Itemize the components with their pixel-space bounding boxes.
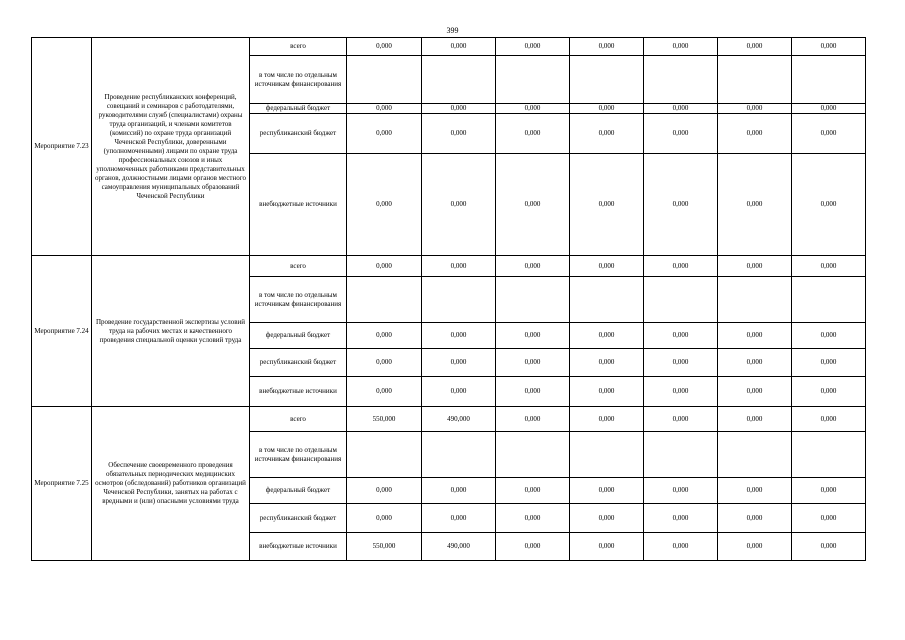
amount-cell: 0,000 (347, 154, 422, 256)
amount-cell: 0,000 (792, 323, 866, 349)
amount-cell (347, 56, 422, 104)
amount-cell: 0,000 (570, 114, 644, 154)
funding-table (31, 37, 866, 561)
measure-description: Проведение государственной экспертизы условий труда на рабочих местах и качественного проведения специальной оценки условий труда (92, 256, 250, 407)
amount-cell: 0,000 (718, 256, 792, 277)
amount-cell: 0,000 (422, 104, 496, 114)
amount-cell: 0,000 (570, 377, 644, 407)
amount-cell: 0,000 (644, 114, 718, 154)
amount-cell (644, 432, 718, 478)
amount-cell: 0,000 (792, 504, 866, 533)
funding-source: всего (250, 407, 347, 432)
amount-cell: 0,000 (347, 38, 422, 56)
amount-cell: 550,000 (347, 407, 422, 432)
amount-cell (718, 432, 792, 478)
amount-cell: 0,000 (644, 104, 718, 114)
amount-cell: 0,000 (422, 114, 496, 154)
funding-source: в том числе по отдельным источникам финансирования (250, 432, 347, 478)
amount-cell: 0,000 (347, 478, 422, 504)
amount-cell: 0,000 (570, 38, 644, 56)
amount-cell: 0,000 (792, 256, 866, 277)
amount-cell (644, 56, 718, 104)
amount-cell (792, 56, 866, 104)
amount-cell: 0,000 (422, 256, 496, 277)
amount-cell: 0,000 (718, 377, 792, 407)
funding-source: всего (250, 256, 347, 277)
amount-cell: 0,000 (347, 349, 422, 377)
amount-cell: 0,000 (644, 377, 718, 407)
amount-cell: 0,000 (422, 504, 496, 533)
amount-cell (422, 432, 496, 478)
amount-cell (792, 432, 866, 478)
amount-cell (496, 56, 570, 104)
amount-cell: 0,000 (718, 323, 792, 349)
amount-cell: 0,000 (422, 38, 496, 56)
amount-cell (570, 56, 644, 104)
table-row (32, 256, 866, 277)
amount-cell: 0,000 (644, 407, 718, 432)
amount-cell (422, 277, 496, 323)
funding-table-body (32, 38, 866, 561)
amount-cell (496, 277, 570, 323)
funding-source: всего (250, 38, 347, 56)
funding-source: в том числе по отдельным источникам финансирования (250, 277, 347, 323)
amount-cell: 0,000 (570, 323, 644, 349)
amount-cell: 0,000 (644, 323, 718, 349)
table-row (32, 38, 866, 56)
amount-cell: 0,000 (644, 154, 718, 256)
amount-cell (644, 277, 718, 323)
amount-cell (422, 56, 496, 104)
funding-source: федеральный бюджет (250, 104, 347, 114)
amount-cell: 0,000 (347, 256, 422, 277)
amount-cell: 0,000 (496, 407, 570, 432)
amount-cell: 0,000 (347, 377, 422, 407)
amount-cell: 0,000 (644, 478, 718, 504)
amount-cell (718, 277, 792, 323)
amount-cell: 550,000 (347, 533, 422, 561)
amount-cell: 0,000 (718, 407, 792, 432)
amount-cell (570, 277, 644, 323)
amount-cell: 0,000 (718, 38, 792, 56)
amount-cell: 0,000 (496, 478, 570, 504)
amount-cell: 0,000 (570, 104, 644, 114)
amount-cell (496, 432, 570, 478)
amount-cell: 0,000 (792, 104, 866, 114)
amount-cell: 0,000 (570, 533, 644, 561)
amount-cell: 0,000 (570, 504, 644, 533)
amount-cell: 0,000 (792, 377, 866, 407)
funding-source: республиканский бюджет (250, 349, 347, 377)
amount-cell (347, 432, 422, 478)
amount-cell: 0,000 (570, 256, 644, 277)
amount-cell: 0,000 (718, 104, 792, 114)
amount-cell: 0,000 (422, 154, 496, 256)
funding-source: федеральный бюджет (250, 478, 347, 504)
amount-cell: 0,000 (570, 154, 644, 256)
amount-cell: 0,000 (570, 349, 644, 377)
funding-source: республиканский бюджет (250, 504, 347, 533)
amount-cell: 0,000 (792, 533, 866, 561)
amount-cell: 0,000 (347, 114, 422, 154)
amount-cell: 0,000 (496, 38, 570, 56)
amount-cell: 0,000 (422, 377, 496, 407)
amount-cell: 0,000 (496, 323, 570, 349)
funding-source: федеральный бюджет (250, 323, 347, 349)
table-row (32, 407, 866, 432)
amount-cell: 0,000 (496, 377, 570, 407)
amount-cell (718, 56, 792, 104)
amount-cell: 0,000 (496, 114, 570, 154)
amount-cell: 0,000 (496, 104, 570, 114)
amount-cell: 0,000 (347, 323, 422, 349)
amount-cell: 0,000 (496, 504, 570, 533)
amount-cell: 0,000 (644, 38, 718, 56)
amount-cell: 0,000 (644, 504, 718, 533)
amount-cell: 0,000 (422, 323, 496, 349)
amount-cell: 0,000 (718, 114, 792, 154)
amount-cell: 0,000 (792, 114, 866, 154)
amount-cell: 0,000 (644, 533, 718, 561)
amount-cell: 0,000 (792, 407, 866, 432)
amount-cell: 0,000 (644, 256, 718, 277)
funding-source: внебюджетные источники (250, 154, 347, 256)
amount-cell: 0,000 (718, 504, 792, 533)
amount-cell: 0,000 (422, 478, 496, 504)
measure-description: Обеспечение своевременного проведения обязательных периодических медицинских осмотров (обследований) работников организаций Чеченской Республики, занятых на работах с вредными и (или) опасными условиями труда (92, 407, 250, 561)
amount-cell: 0,000 (718, 154, 792, 256)
amount-cell: 0,000 (496, 533, 570, 561)
amount-cell: 0,000 (718, 349, 792, 377)
amount-cell: 0,000 (792, 478, 866, 504)
amount-cell: 0,000 (422, 349, 496, 377)
amount-cell: 0,000 (718, 478, 792, 504)
measure-description: Проведение республиканских конференций, совещаний и семинаров с работодателями, руководителями служб (специалистами) охраны труда организаций, и членами комитетов (комиссий) по охране труда организаций Чеченской Республики, доверенными (уполномоченными) лицами по охране труда профессиональных союзов и иных уполномоченных работниками представительных органов, должностными лицами органов местного самоуправления муниципальных образований Чеченской Республики (92, 38, 250, 256)
amount-cell: 0,000 (570, 407, 644, 432)
amount-cell: 0,000 (496, 154, 570, 256)
funding-source: внебюджетные источники (250, 377, 347, 407)
funding-source: внебюджетные источники (250, 533, 347, 561)
amount-cell: 0,000 (347, 104, 422, 114)
amount-cell: 490,000 (422, 533, 496, 561)
amount-cell: 0,000 (570, 478, 644, 504)
amount-cell: 0,000 (792, 38, 866, 56)
funding-source: республиканский бюджет (250, 114, 347, 154)
amount-cell: 0,000 (644, 349, 718, 377)
measure-id: Мероприятие 7.24 (32, 256, 92, 407)
measure-id: Мероприятие 7.23 (32, 38, 92, 256)
amount-cell: 0,000 (792, 349, 866, 377)
amount-cell: 490,000 (422, 407, 496, 432)
amount-cell: 0,000 (496, 256, 570, 277)
amount-cell: 0,000 (496, 349, 570, 377)
page-number: 399 (446, 26, 459, 35)
amount-cell: 0,000 (792, 154, 866, 256)
amount-cell (570, 432, 644, 478)
amount-cell (792, 277, 866, 323)
measure-id: Мероприятие 7.25 (32, 407, 92, 561)
amount-cell: 0,000 (347, 504, 422, 533)
funding-source: в том числе по отдельным источникам финансирования (250, 56, 347, 104)
amount-cell (347, 277, 422, 323)
amount-cell: 0,000 (718, 533, 792, 561)
